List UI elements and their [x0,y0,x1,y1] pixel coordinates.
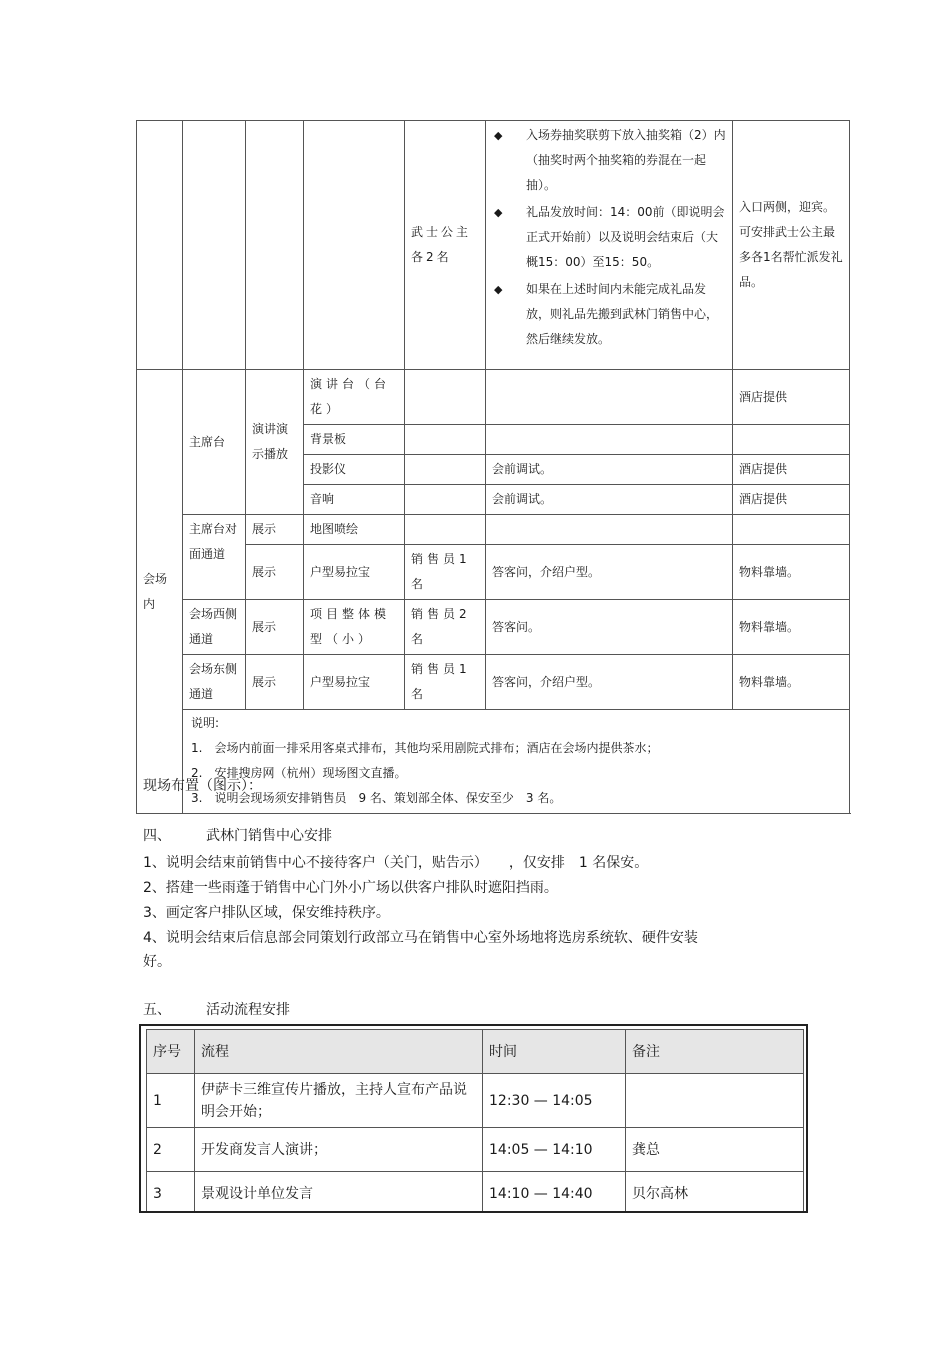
column-header: 时间 [483,1030,626,1074]
section-heading: 四、 武林门销售中心安排 [143,828,332,844]
remark-cell [733,425,850,455]
list-item: 好。 [143,954,171,970]
table-row [137,600,850,655]
time-cell: 14:10 — 14:40 [483,1172,626,1214]
remark-cell: 物料靠墙。 [733,600,850,655]
people-cell [405,425,486,455]
table-row [137,121,850,370]
time-cell: 14:05 — 14:10 [483,1128,626,1172]
people-cell [405,370,486,425]
item-cell: 音响 [304,485,405,515]
time-cell: 12:30 — 14:05 [483,1074,626,1128]
description-cell: 会前调试。 [486,455,733,485]
table-row [147,1172,804,1214]
flow-table [146,1029,804,1213]
note-cell [626,1074,804,1128]
people-cell [405,455,486,485]
item-cell: 项目整体模型（小） [304,600,405,655]
column-header: 备注 [626,1030,804,1074]
note-item: 2. 安排搜房网（杭州）现场图文直播。 [191,766,407,780]
people-cell: 销售员2名 [405,600,486,655]
table-row [137,370,850,425]
note-cell: 龚总 [626,1128,804,1172]
function-cell: 展示 [246,515,304,545]
people-cell: 武士公主各2名 [405,121,486,370]
description-cell [486,425,733,455]
area-cell: 主席台 [183,370,246,515]
function-cell: 展示 [246,600,304,655]
table-row [147,1128,804,1172]
flow-cell: 景观设计单位发言 [195,1172,483,1214]
flow-cell: 伊萨卡三维宣传片播放，主持人宣布产品说明会开始； [195,1074,483,1128]
remark-cell: 酒店提供 [733,485,850,515]
venue-label: 会场内 [137,370,183,814]
description-cell [486,121,733,370]
people-cell: 销售员1名 [405,545,486,600]
table-row [137,515,850,545]
column-header: 流程 [195,1030,483,1074]
venue-arrangement-table [136,120,850,814]
function-cell: 展示 [246,655,304,710]
area-cell: 会场西侧通道 [183,600,246,655]
description-cell: 会前调试。 [486,485,733,515]
notes-title: 说明: [191,716,220,730]
section-heading: 五、 活动流程安排 [143,1002,290,1018]
remark-cell [733,515,850,545]
area-cell: 会场东侧通道 [183,655,246,710]
diamond-bullet-icon: ◆ [494,283,503,296]
table-row [137,655,850,710]
remark-cell: 物料靠墙。 [733,545,850,600]
list-item: 3、画定客户排队区域，保安维持秩序。 [143,905,390,921]
item-cell: 背景板 [304,425,405,455]
note-item: 3. 说明会现场须安排销售员 9 名、策划部全体、保安至少 3 名。 [191,791,562,805]
seq-cell: 2 [147,1128,195,1172]
layout-caption: 现场布置（图示）： [143,778,262,794]
item-cell: 投影仪 [304,455,405,485]
flow-table-frame [139,1024,808,1213]
flow-cell: 开发商发言人演讲； [195,1128,483,1172]
list-item: 2、搭建一些雨蓬于销售中心门外小广场以供客户排队时遮阳挡雨。 [143,880,558,896]
remark-cell: 酒店提供 [733,370,850,425]
list-item: 4、说明会结束后信息部会同策划行政部立马在销售中心室外场地将选房系统软、硬件安装 [143,930,698,946]
item-cell: 户型易拉宝 [304,655,405,710]
remark-cell: 物料靠墙。 [733,655,850,710]
people-cell [405,485,486,515]
people-cell: 销售员1名 [405,655,486,710]
description-cell [486,370,733,425]
seq-cell: 1 [147,1074,195,1128]
description-cell [486,515,733,545]
diamond-bullet-icon: ◆ [494,129,503,142]
area-cell: 主席台对面通道 [183,515,246,600]
item-cell: 户型易拉宝 [304,545,405,600]
list-item: 1、说明会结束前销售中心不接待客户（关门，贴告示） ，仅安排 1 名保安。 [143,855,649,871]
note-item: 1. 会场内前面一排采用客桌式排布，其他均采用剧院式排布；酒店在会场内提供茶水； [191,741,659,755]
list-item: ◆ 如果在上述时间内未能完成礼品发放，则礼品先搬到武林门销售中心，然后继续发放。 [492,277,726,352]
table-row [147,1074,804,1128]
people-cell [405,515,486,545]
description-cell: 答客问，介绍户型。 [486,545,733,600]
note-cell: 贝尔高林 [626,1172,804,1214]
remark-cell: 酒店提供 [733,455,850,485]
description-cell: 答客问。 [486,600,733,655]
seq-cell: 3 [147,1172,195,1214]
item-cell: 演讲台（台花） [304,370,405,425]
function-cell: 展示 [246,545,304,600]
function-cell: 演讲演示播放 [246,370,304,515]
item-cell: 地图喷绘 [304,515,405,545]
diamond-bullet-icon: ◆ [494,206,503,219]
description-cell: 答客问，介绍户型。 [486,655,733,710]
notes-row [137,710,850,814]
list-item: ◆ 入场券抽奖联剪下放入抽奖箱（2）内（抽奖时两个抽奖箱的券混在一起抽）。 [492,123,726,198]
column-header: 序号 [147,1030,195,1074]
notes-cell [183,710,850,814]
list-item: ◆ 礼品发放时间：14：00前（即说明会正式开始前）以及说明会结束后（大概15：00）至15：50。 [492,200,726,275]
remark-cell: 入口两侧，迎宾。可安排武士公主最多各1名帮忙派发礼品。 [733,121,850,370]
table-header-row [147,1030,804,1074]
